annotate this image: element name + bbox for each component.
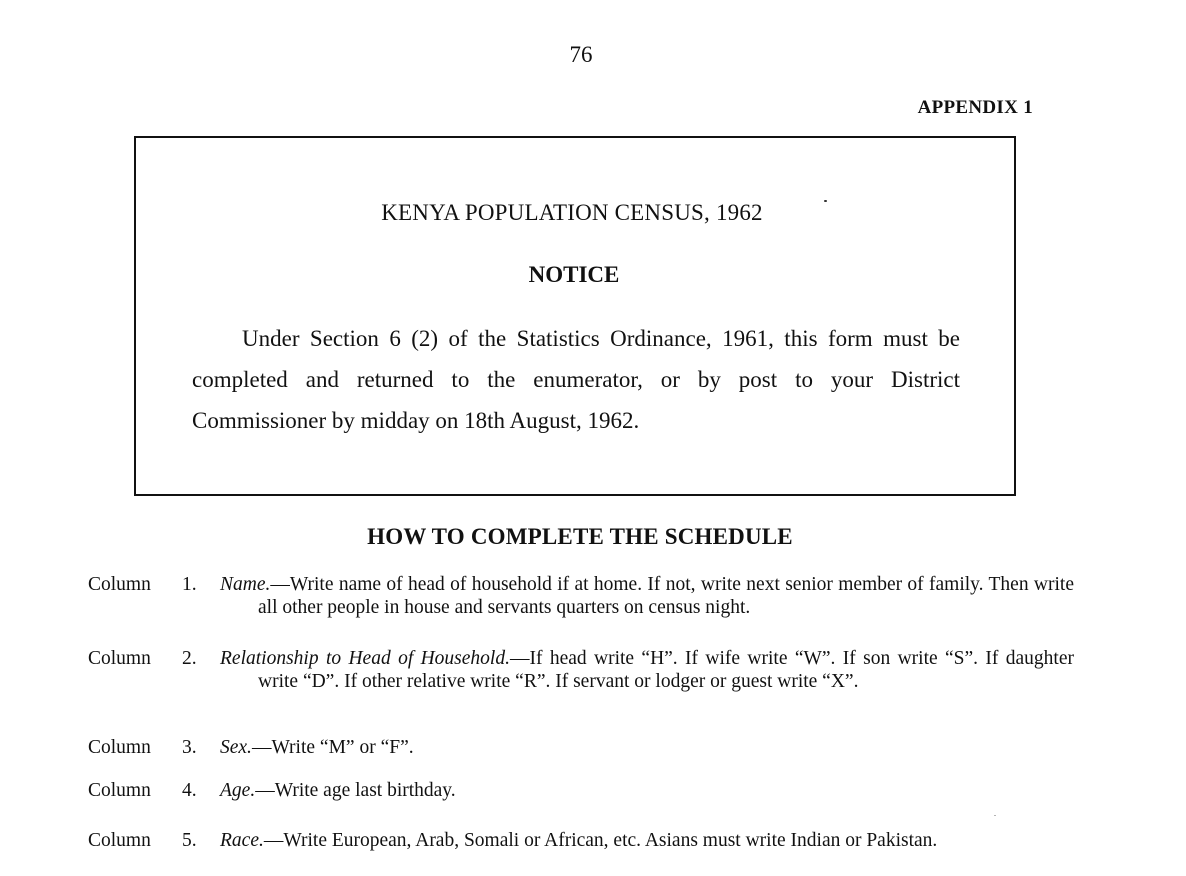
column-label: Column	[88, 574, 151, 595]
column-number: 1.	[182, 574, 197, 595]
column-text: —Write age last birthday.	[255, 780, 456, 801]
column-title: Relationship to Head of Household.	[220, 648, 510, 669]
column-2-instruction	[88, 647, 1074, 693]
column-label: Column	[88, 830, 151, 851]
column-1-instruction	[88, 573, 1074, 619]
column-description	[220, 829, 1074, 852]
column-text: —Write European, Arab, Somali or African, etc. Asians must write Indian or Pakistan.	[263, 830, 938, 851]
column-title: Race.	[220, 830, 264, 851]
notice-body: Under Section 6 (2) of the Statistics Ordinance, 1961, this form must be completed and returned to the enumerator, or by post to your District Commissioner by midday on 18th August, 1962.	[192, 326, 960, 433]
notice-heading: NOTICE	[528, 262, 620, 287]
column-title: Age.	[220, 780, 256, 801]
column-number: 4.	[182, 780, 197, 801]
scan-speck	[994, 815, 996, 816]
column-title: Sex.	[220, 737, 252, 758]
scan-speck	[824, 200, 827, 202]
appendix-label: APPENDIX 1	[917, 97, 1033, 118]
column-label: Column	[88, 780, 151, 801]
column-number: 2.	[182, 648, 197, 669]
notice-box	[134, 136, 1016, 496]
column-text: —Write “M” or “F”.	[251, 737, 414, 758]
column-text: —Write name of head of household if at home. If not, write next senior member of family. Then write all other people in house and servants quarters on census night.	[258, 574, 1074, 618]
column-description	[220, 573, 1074, 619]
column-description	[220, 779, 1074, 802]
column-number: 5.	[182, 830, 197, 851]
column-3-instruction	[88, 736, 1074, 759]
column-5-instruction	[88, 829, 1074, 852]
column-label: Column	[88, 648, 151, 669]
column-description	[220, 736, 1074, 759]
column-description	[220, 647, 1074, 693]
column-number: 3.	[182, 737, 197, 758]
column-label: Column	[88, 737, 151, 758]
column-text: —If head write “H”. If wife write “W”. If son write “S”. If daughter write “D”. If other relative write “R”. If servant or lodger or guest write “X”.	[258, 648, 1074, 692]
schedule-heading: HOW TO COMPLETE THE SCHEDULE	[367, 524, 793, 549]
column-4-instruction	[88, 779, 1074, 802]
page-number: 76	[569, 42, 593, 67]
census-title: KENYA POPULATION CENSUS, 1962	[381, 200, 763, 225]
column-title: Name.	[220, 574, 271, 595]
